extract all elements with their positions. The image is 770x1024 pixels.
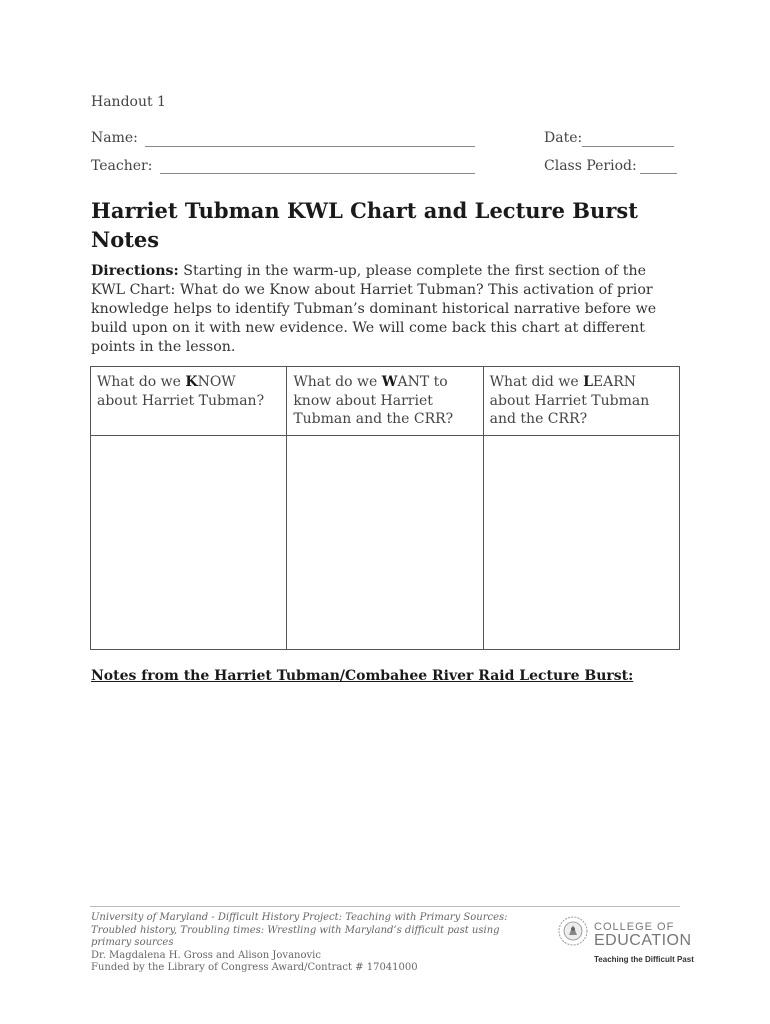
- name-label: Name:: [91, 130, 138, 146]
- handout-label: Handout 1: [91, 94, 166, 110]
- footer-project: University of Maryland - Difficult History Project: Teaching with Primary Sources: Troubled history, Troubling times: Wrestling with Maryland’s difficult past using primary sources: [91, 912, 508, 948]
- page-title: Harriet Tubman KWL Chart and Lecture Burst Notes: [91, 198, 638, 252]
- class-period-label: Class Period:: [544, 158, 637, 174]
- kwl-know-cell[interactable]: [91, 436, 287, 650]
- kwl-chart: [90, 366, 680, 650]
- footer-divider: [90, 906, 680, 907]
- footer-funding: Funded by the Library of Congress Award/Contract # 17041000: [91, 962, 418, 973]
- university-seal-icon: [558, 916, 588, 946]
- footer-authors: Dr. Magdalena H. Gross and Alison Jovanovic: [91, 949, 321, 961]
- logo-college: COLLEGE OF: [594, 921, 675, 933]
- class-period-field[interactable]: [640, 173, 677, 174]
- date-field[interactable]: [582, 146, 674, 147]
- directions-text: Starting in the warm-up, please complete the first section of the KWL Chart: What do we Know about Harriet Tubman? This activation of prior knowledge helps to identify Tubman’s dominant historical narrative before we build upon on it with new evidence. We will come back this chart at different points in the lesson.: [91, 263, 657, 355]
- footer-text: [91, 912, 541, 975]
- kwl-want-cell[interactable]: [287, 436, 483, 650]
- directions-label: Directions:: [91, 263, 179, 279]
- kwl-want-header: What do we WANT to know about Harriet Tubman and the CRR?: [287, 367, 483, 436]
- notes-heading: Notes from the Harriet Tubman/Combahee River Raid Lecture Burst:: [91, 668, 634, 684]
- notes-area[interactable]: [90, 692, 680, 892]
- logo-education: EDUCATION: [594, 932, 692, 949]
- logo-tagline: Teaching the Difficult Past: [594, 955, 694, 964]
- kwl-know-header: What do we KNOW about Harriet Tubman?: [91, 367, 287, 436]
- teacher-label: Teacher:: [91, 158, 153, 174]
- directions: [91, 262, 681, 357]
- name-field[interactable]: [145, 146, 475, 147]
- kwl-learn-cell[interactable]: [483, 436, 679, 650]
- teacher-field[interactable]: [160, 173, 475, 174]
- date-label: Date:: [544, 130, 583, 146]
- kwl-learn-header: What did we LEARN about Harriet Tubman and the CRR?: [483, 367, 679, 436]
